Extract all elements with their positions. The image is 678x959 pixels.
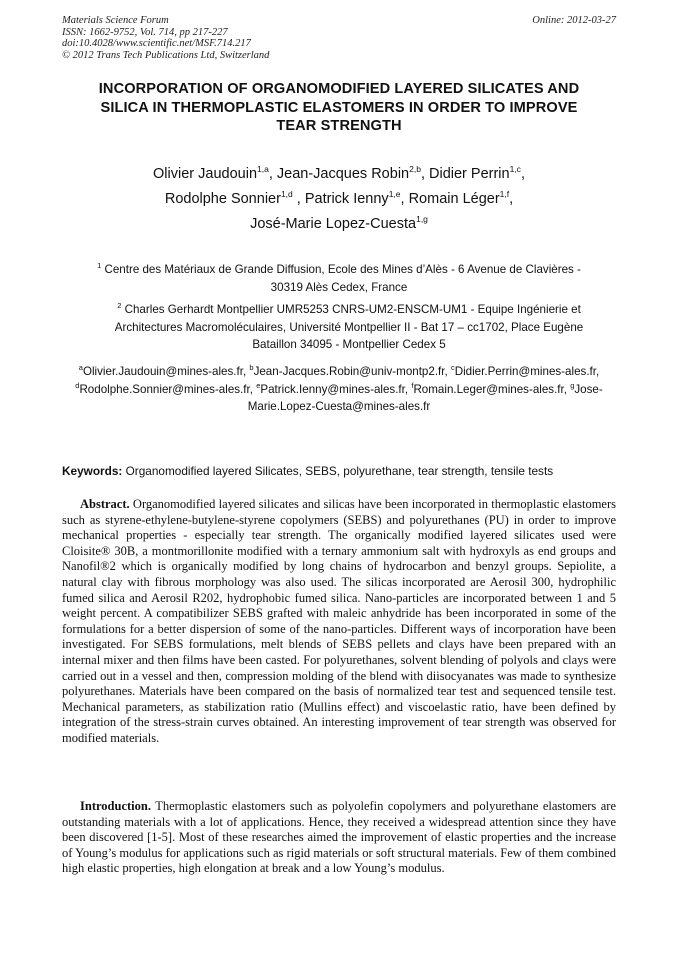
email-address: Romain.Leger@mines-ales.fr <box>413 382 564 396</box>
keywords-section <box>62 464 616 479</box>
author-affil-sup: 1,a <box>257 164 269 174</box>
author-name: Didier Perrin <box>429 166 510 182</box>
author-sep: , <box>268 166 277 182</box>
email-address: Patrick.Ienny@mines-ales.fr <box>260 382 405 396</box>
affiliation-2 <box>82 301 616 354</box>
author-affil-sup: 1,c <box>509 164 521 174</box>
affiliation-line <box>82 301 616 319</box>
author-name: Rodolphe Sonnier <box>164 191 281 207</box>
affiliation-1 <box>72 261 606 296</box>
email-sup: d <box>75 380 80 390</box>
email-sup: b <box>249 363 254 372</box>
abstract-text: Organomodified layered silicates and silicas have been incorporated in thermoplastic elastomers such as styrene-ethylene-butylene-styrene copolymers (SEBS) and polyurethanes (PU) in order to improve mechanical properties - especially tear strength. The organically modified layered silicates used were Cloisite® 30B, a montmorillonite modified with a ternary ammonium salt with hydroxyls as end groups and Nanofil®2 which is organically modified by long chains of hydrocarbon and benzyl groups. Sepiolite, a natural clay with fibrous morphology was also used. The silicas incorporated are Aerosil 300, hydrophilic fumed silica and Aerosil R202, hydrophobic fumed silica. Nano-particles are incorporated between 1 and 5 weight percent. A compatibilizer SEBS grafted with maleic anhydride has been incorporated in some of the formulations for a better dispersion of some of the nano-particles. Different ways of incorporation have been investigated. For SEBS formulations, melt blends of SEBS pellets and clays have been prepared with an internal mixer and then films have been casted. For polyurethanes, solvent blending of polyols and clays were carried out in a vessel and then, compression molding of the blend with diisocyanates was made to synthesize polyurethanes. Materials have been compared on the basis of normalized tear test and sequenced tensile test. Mechanical parameters, as stabilization ratio (Mullins effect) and viscoelastic ratio, have been defined by integration of the stress-strain curves obtained. An interesting improvement of tear strength was observed for modified materials. <box>62 497 616 745</box>
author-sep: , <box>420 166 429 182</box>
copyright-line: © 2012 Trans Tech Publications Ltd, Switzerland <box>62 49 270 61</box>
author-affil-sup: 2,b <box>409 164 421 174</box>
keywords-text: Organomodified layered Silicates, SEBS, polyurethane, tear strength, tensile tests <box>125 464 554 478</box>
issn-line: ISSN: 1662-9752, Vol. 714, pp 217-227 <box>62 26 228 38</box>
email-sup: c <box>450 363 455 372</box>
abstract-label: Abstract. <box>80 497 130 511</box>
email-sup: e <box>256 380 261 390</box>
affiliation-sup: 1 <box>97 261 102 270</box>
affiliation-line: Bataillon 34095 - Montpellier Cedex 5 <box>252 338 446 351</box>
email-address: Didier.Perrin@mines-ales.fr <box>454 365 596 378</box>
doi-line: doi:10.4028/www.scientific.net/MSF.714.217 <box>62 38 251 49</box>
paper-title <box>62 80 616 136</box>
author-line <box>62 162 616 187</box>
author-affil-sup: 1,e <box>388 189 401 199</box>
affiliation-line: Architectures Macromoléculaires, Université Montpellier II - Bat 17 – cc1702, Place Eugène <box>114 320 584 334</box>
affiliation-sup: 2 <box>117 301 122 310</box>
author-sep: , <box>400 191 409 207</box>
email-address: Jose-Marie.Lopez-Cuesta@mines-ales.fr <box>247 382 603 413</box>
author-sep: , <box>520 166 525 182</box>
affiliation-line <box>72 261 606 279</box>
author-name: José-Marie Lopez-Cuesta <box>250 216 417 232</box>
author-line <box>62 212 616 237</box>
author-affil-sup: 1,d <box>280 189 293 199</box>
email-list: $^a$Olivier.Jaudouin@mines-ales.fr, $^b$Jean-Jacques.Robin@univ-montp2.fr, $^c$Didier.Perrin@mines-ales.fr, $^d$Rodolphe.Sonnier@mines-ales.fr, $^e$Patrick.Ienny@mines-ales.fr, $^f$Romain.Leger@mines-ales.fr, $^g$Jose-Marie.Lopez-Cuesta@mines-ales.fr <box>75 363 603 413</box>
affiliation-text: Charles Gerhardt Montpellier UMR5253 CNRS-UM2-ENSCM-UM1 - Equipe Ingénierie et <box>124 303 581 316</box>
journal-name: Materials Science Forum <box>62 15 169 26</box>
title-line: INCORPORATION OF ORGANOMODIFIED LAYERED SILICATES AND <box>98 81 580 97</box>
email-address: Rodolphe.Sonnier@mines-ales.fr <box>79 382 250 396</box>
abstract-section <box>62 497 616 747</box>
affiliation-text: Centre des Matériaux de Grande Diffusion, Ecole des Mines d’Alès - 6 Avenue de Clavières - <box>104 263 581 276</box>
email-address: Jean-Jacques.Robin@univ-montp2.fr <box>253 365 445 378</box>
journal-header <box>62 15 616 61</box>
introduction-section <box>62 799 616 877</box>
author-name: Patrick Ienny <box>304 191 389 207</box>
author-affil-sup: 1,g <box>416 214 428 224</box>
email-sup: f <box>411 380 414 390</box>
title-line: SILICA IN THERMOPLASTIC ELASTOMERS IN ORDER TO IMPROVE <box>100 99 578 116</box>
author-list <box>62 162 616 237</box>
affiliation-line: 30319 Alès Cedex, France <box>270 280 408 294</box>
author-name: Jean-Jacques Robin <box>276 166 410 182</box>
author-name: Olivier Jaudouin <box>153 166 258 182</box>
author-line <box>62 187 616 212</box>
introduction-label: Introduction. <box>80 799 151 813</box>
email-sup: g <box>570 380 575 390</box>
keywords-label: Keywords: <box>62 464 123 478</box>
title-line: TEAR STRENGTH <box>276 118 402 134</box>
online-date: Online: 2012-03-27 <box>532 15 616 26</box>
email-address: Olivier.Jaudouin@mines-ales.fr <box>82 365 243 378</box>
author-sep: , <box>292 191 305 207</box>
email-sup: a <box>78 363 83 372</box>
introduction-text: Thermoplastic elastomers such as polyolefin copolymers and polyurethane elastomers are outstanding materials with a lot of applications. Hence, they received a widespread attention since they have been discovered [1-5]. Most of these researches aimed the improvement of elastic properties and the increase of Young’s modulus for applications such as rigid materials or soft structural materials. Few of them combined high elastic properties, high elongation at break and a low Young’s modulus. <box>62 799 616 876</box>
author-name: Romain Léger <box>408 191 500 207</box>
author-affil-sup: 1,f <box>499 189 510 199</box>
author-sep: , <box>509 191 514 207</box>
